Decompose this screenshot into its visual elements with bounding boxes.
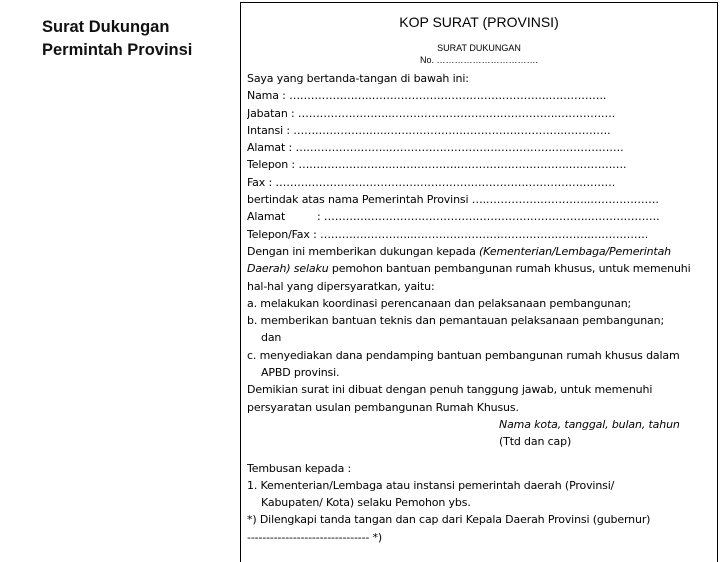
field-telepon: Telepon : ……………………..………………………………………….……………. [247,158,627,172]
item-b: b. memberikan bantuan teknis dan pemantauan pelaksanaan pembangunan; [247,314,665,328]
item-a: a. melakukan koordinasi perencanaan dan pelaksanaan pembangunan; [247,296,632,310]
item-c-cont: APBD provinsi. [261,366,340,380]
signature-note: (Ttd dan cap) [499,435,572,449]
telfax-line: Telepon/Fax : ……………………..………………………………………….……………. [247,227,649,241]
alamat-line [247,208,713,225]
letter-number: No. ……………………………. [419,55,538,65]
cc-title: Tembusan kepada : [247,461,352,475]
field-intansi: Intansi : ……………………..………………………………………….…………. [247,123,611,137]
support-end: pemohon bantuan pembangunan rumah khusus, untuk memenuhi hal-hal yang dipersyaratkan, yaitu: [247,262,691,293]
support-paragraph [247,243,713,295]
support-italic: (Kementerian/Lembaga/Pemerintah Daerah) selaku [247,244,672,276]
support-start: Dengan ini memberikan dukungan kepada [247,244,480,258]
item-b-cont: dan [261,331,282,345]
footnote: *) Dilengkapi tanda tangan dan cap dari Kepala Daerah Provinsi (gubernur) [247,513,651,527]
slide-title: Surat Dukungan Permintah Provinsi [42,18,193,59]
alamat-value: : ………………………………………………………………..………………. [317,210,660,224]
cc-item-1: 1. Kementerian/Lembaga atau instansi pemerintah daerah (Provinsi/ [247,478,615,492]
closing-paragraph: Demikian surat ini dibuat dengan penuh tanggung jawab, untuk memenuhi persyaratan usulan pembangunan Rumah Khusus. [247,383,653,414]
letter-subtitle: SURAT DUKUNGAN [437,43,521,53]
letter-document [240,2,718,562]
footnote-end: -------------------------------- *) [247,530,383,544]
item-c: c. menyediakan dana pendamping bantuan pembangunan rumah khusus dalam [247,348,680,362]
field-alamat: Alamat : ……………………..………………………………………….……………. [247,141,624,155]
cc-item-1-cont: Kabupaten/ Kota) selaku Pemohon ybs. [261,496,471,510]
acting-line: bertindak atas nama Pemerintah Provinsi ….………………………..………………. [247,193,659,207]
intro-line: Saya yang bertanda-tangan di bawah ini: [247,72,469,85]
field-jabatan: Jabatan : ……………………..……………………………………….……………. [247,106,616,120]
place-date: Nama kota, tanggal, bulan, tahun [499,417,680,431]
field-fax: Fax : …………………………………………………………………………………. [247,175,616,189]
alamat-label: Alamat [247,210,286,224]
letterhead: KOP SURAT (PROVINSI) [399,14,559,30]
field-nama: Nama : …………………..………………………………………….……………. [247,89,607,103]
letter-body [247,70,713,546]
